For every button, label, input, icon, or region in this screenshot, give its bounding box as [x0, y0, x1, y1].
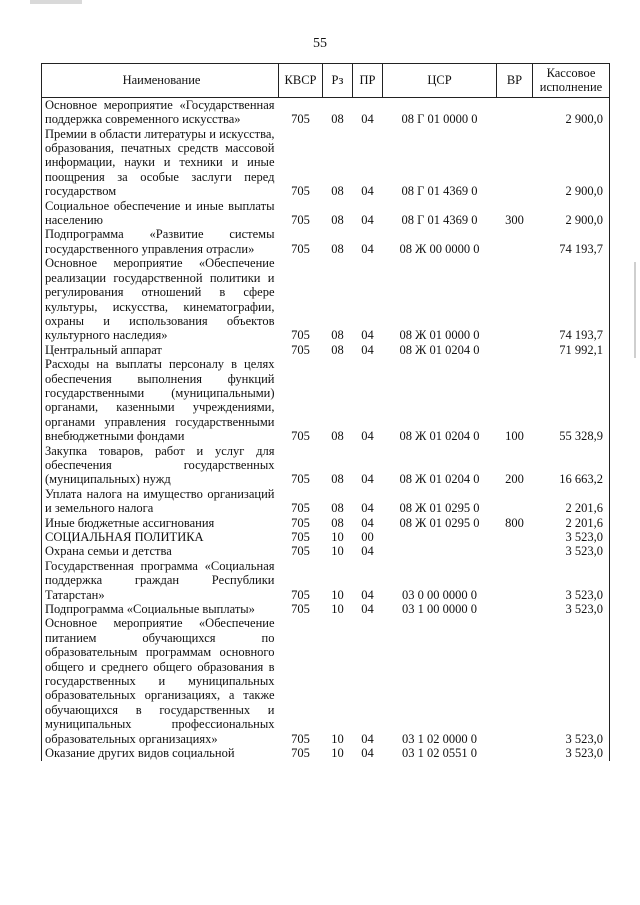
table-row [42, 544, 610, 558]
row-rz: 08 [331, 501, 344, 516]
table-row [42, 97, 610, 126]
header-row [42, 64, 610, 98]
row-kvsr: 705 [291, 515, 310, 530]
row-vr [497, 97, 533, 126]
row-pr: 04 [361, 342, 374, 357]
row-pr: 04 [361, 328, 374, 343]
table-row [42, 343, 610, 357]
table-row [42, 444, 610, 487]
row-vr [497, 544, 533, 558]
row-rz: 08 [331, 342, 344, 357]
row-rz: 10 [331, 587, 344, 602]
row-rz: 10 [331, 530, 344, 544]
row-amount: 74 193,7 [559, 241, 603, 256]
row-pr: 04 [361, 429, 374, 444]
page-number: 55 [313, 36, 327, 51]
row-pr: 04 [361, 731, 374, 746]
row-vr [497, 487, 533, 516]
row-amount: 55 328,9 [559, 429, 603, 444]
row-csr: 08 Г 01 4369 0 [401, 213, 478, 228]
row-kvsr: 705 [291, 731, 310, 746]
row-rz: 10 [331, 746, 344, 761]
row-rz: 08 [331, 515, 344, 530]
row-kvsr: 705 [291, 746, 310, 761]
row-kvsr: 705 [291, 429, 310, 444]
row-name: Основное мероприятие «Обеспечение реализации государственной политики и регулирования отношений в сфере культуры, искусства, кинематографии, охраны и использования объектов культурного наследия» [45, 256, 275, 343]
row-name: Центральный аппарат [45, 342, 162, 357]
row-csr: 03 0 00 0000 0 [402, 587, 477, 602]
table-row [42, 127, 610, 199]
row-name: Подпрограмма «Социальные выплаты» [45, 602, 255, 617]
row-csr: 08 Ж 01 0000 0 [399, 328, 480, 343]
row-rz: 10 [331, 602, 344, 617]
row-vr [497, 227, 533, 256]
row-name: Социальное обеспечение и иные выплаты населению [45, 198, 275, 228]
header-name: Наименование [42, 64, 279, 98]
row-csr: 08 Г 01 4369 0 [401, 184, 478, 199]
row-pr: 04 [361, 184, 374, 199]
row-vr [497, 530, 533, 544]
row-pr: 04 [361, 515, 374, 530]
row-pr: 04 [361, 472, 374, 487]
row-kvsr: 705 [291, 602, 310, 617]
row-rz: 08 [331, 328, 344, 343]
row-vr: 800 [505, 515, 524, 530]
row-name: Уплата налога на имущество организаций и земельного налога [45, 486, 275, 516]
row-amount: 2 201,6 [565, 515, 603, 530]
row-rz: 08 [331, 241, 344, 256]
header-kvsr: КВСР [279, 64, 323, 98]
row-vr [497, 616, 533, 746]
row-amount: 2 900,0 [565, 112, 603, 127]
row-kvsr: 705 [291, 501, 310, 516]
row-pr: 04 [361, 746, 374, 761]
table-row [42, 746, 610, 760]
row-vr [497, 127, 533, 199]
row-name: Оказание других видов социальной [45, 746, 235, 761]
row-amount: 3 523,0 [565, 746, 603, 761]
row-csr: 03 1 02 0551 0 [402, 746, 477, 761]
row-rz: 08 [331, 112, 344, 127]
table-row [42, 516, 610, 530]
row-vr: 100 [505, 429, 524, 444]
row-name: СОЦИАЛЬНАЯ ПОЛИТИКА [45, 530, 204, 544]
table-row [42, 530, 610, 544]
row-rz: 08 [331, 213, 344, 228]
row-vr: 300 [505, 213, 524, 228]
row-pr: 04 [361, 544, 374, 559]
row-amount: 3 523,0 [565, 544, 603, 559]
row-pr: 04 [361, 501, 374, 516]
row-vr [497, 602, 533, 616]
row-name: Основное мероприятие «Государственная поддержка современного искусства» [45, 97, 275, 127]
row-pr: 00 [361, 530, 374, 544]
row-amount: 16 663,2 [559, 472, 603, 487]
row-pr: 04 [361, 112, 374, 127]
row-amount: 71 992,1 [559, 342, 603, 357]
row-csr: 03 1 02 0000 0 [402, 731, 477, 746]
table-row [42, 616, 610, 746]
row-name: Подпрограмма «Развитие системы государственного управления отрасли» [45, 227, 275, 256]
row-csr: 08 Ж 01 0204 0 [399, 342, 480, 357]
row-csr [383, 530, 497, 544]
row-vr [497, 256, 533, 342]
row-amount: 2 201,6 [565, 501, 603, 516]
row-vr [497, 746, 533, 760]
row-csr: 08 Г 01 0000 0 [401, 112, 478, 127]
row-amount: 3 523,0 [565, 530, 603, 544]
row-csr: 08 Ж 01 0204 0 [399, 472, 480, 487]
row-rz: 08 [331, 429, 344, 444]
table-row [42, 256, 610, 342]
row-rz: 10 [331, 731, 344, 746]
table-row [42, 357, 610, 443]
row-vr: 200 [505, 472, 524, 487]
row-kvsr: 705 [291, 328, 310, 343]
row-vr [497, 343, 533, 357]
table-row [42, 559, 610, 602]
scan-margin-line [634, 262, 636, 358]
row-pr: 04 [361, 241, 374, 256]
table-header [42, 64, 610, 98]
header-amount: Кассовое исполнение [533, 64, 610, 98]
row-amount: 3 523,0 [565, 587, 603, 602]
row-amount: 2 900,0 [565, 213, 603, 228]
row-pr: 04 [361, 602, 374, 617]
row-name: Охрана семьи и детства [45, 544, 172, 559]
header-rz: Рз [323, 64, 353, 98]
row-rz: 08 [331, 184, 344, 199]
row-name: Основное мероприятие «Обеспечение питанием обучающихся по образовательным программам основного общего и среднего общего образования в государственных и муниципальных образовательных организациях, а также обучающихся в государственных и муниципальных профессиональных образовательных организациях» [45, 616, 275, 746]
row-pr: 04 [361, 587, 374, 602]
row-vr [497, 559, 533, 602]
row-amount: 3 523,0 [565, 731, 603, 746]
row-pr: 04 [361, 213, 374, 228]
row-csr: 03 1 00 0000 0 [402, 602, 477, 617]
row-name: Иные бюджетные ассигнования [45, 515, 215, 530]
header-vr: ВР [497, 64, 533, 98]
table-row [42, 199, 610, 228]
row-kvsr: 705 [291, 213, 310, 228]
row-csr: 08 Ж 01 0295 0 [399, 515, 480, 530]
row-kvsr: 705 [291, 472, 310, 487]
row-csr: 08 Ж 00 0000 0 [399, 241, 480, 256]
row-csr [383, 544, 497, 558]
row-kvsr: 705 [291, 184, 310, 199]
row-kvsr: 705 [291, 112, 310, 127]
budget-table [41, 63, 610, 761]
table-row [42, 602, 610, 616]
row-name: Премии в области литературы и искусства, образования, печатных средств массовой информации, науки и техники и иные поощрения за особые заслуги перед государством [45, 126, 275, 199]
header-pr: ПР [353, 64, 383, 98]
scan-artifact [30, 0, 82, 4]
row-amount: 2 900,0 [565, 184, 603, 199]
table-row [42, 487, 610, 516]
row-rz: 10 [331, 544, 344, 559]
row-rz: 08 [331, 472, 344, 487]
row-csr: 08 Ж 01 0204 0 [399, 429, 480, 444]
header-csr: ЦСР [383, 64, 497, 98]
row-name: Государственная программа «Социальная поддержка граждан Республики Татарстан» [45, 558, 275, 602]
row-amount: 3 523,0 [565, 602, 603, 617]
row-kvsr: 705 [291, 587, 310, 602]
row-kvsr: 705 [291, 530, 310, 544]
table-row [42, 227, 610, 256]
row-name: Закупка товаров, работ и услуг для обеспечения государственных (муниципальных) нужд [45, 443, 275, 487]
row-csr: 08 Ж 01 0295 0 [399, 501, 480, 516]
row-name: Расходы на выплаты персоналу в целях обеспечения выполнения функций государственными (муниципальными) органами, казенными учреждениями, органами управления государственными внебюджетными фондами [45, 357, 275, 444]
row-kvsr: 705 [291, 342, 310, 357]
row-amount: 74 193,7 [559, 328, 603, 343]
row-kvsr: 705 [291, 241, 310, 256]
row-kvsr: 705 [291, 544, 310, 559]
table-body [42, 97, 610, 760]
